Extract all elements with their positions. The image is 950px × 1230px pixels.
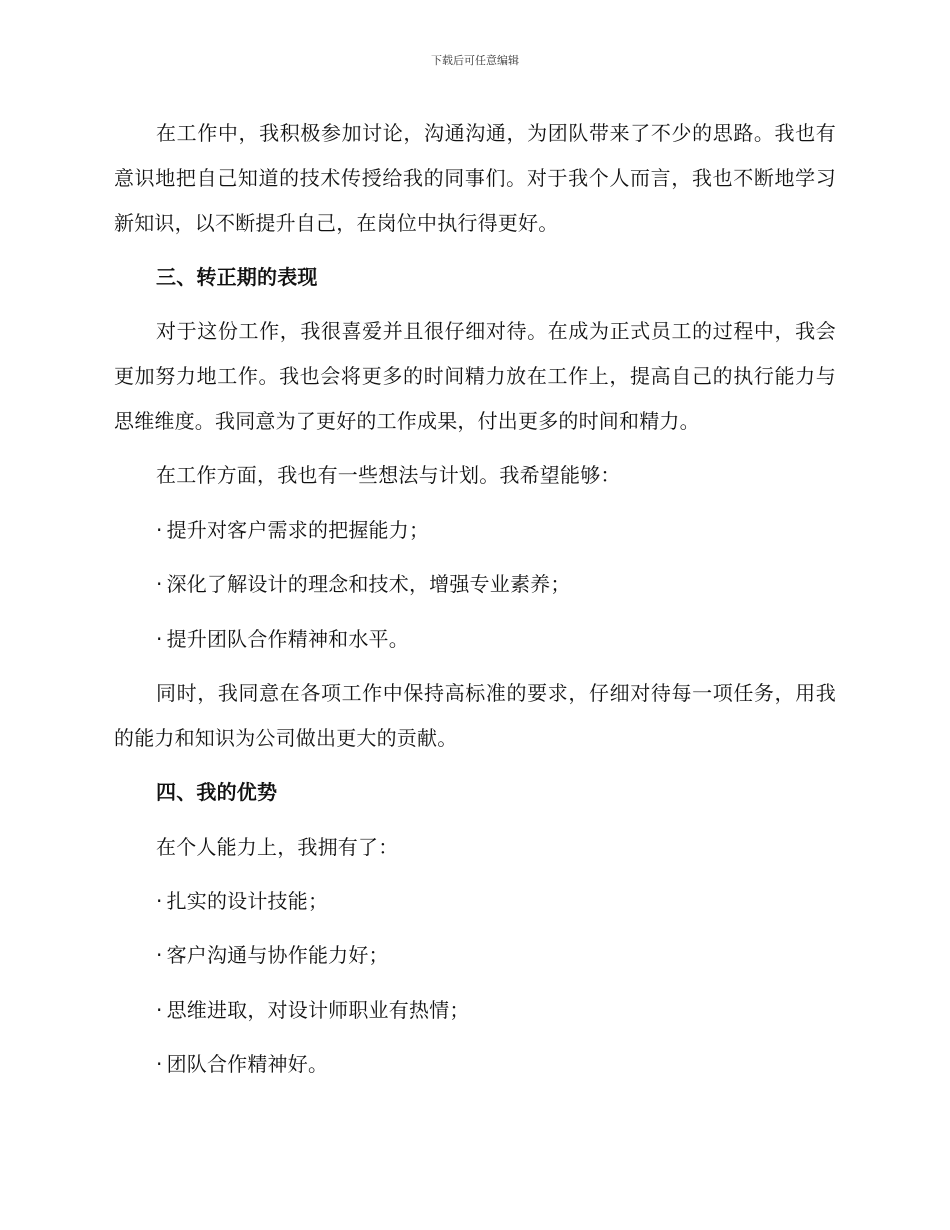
bullet-mark: · (156, 997, 163, 1022)
paragraph-high-standards: 同时，我同意在各项工作中保持高标准的要求，仔细对待每一项任务，用我的能力和知识为公司做出更大的贡献。 (114, 680, 836, 750)
section-heading-probation-performance: 三、转正期的表现 (156, 264, 318, 289)
list-item-text: 思维进取，对设计师职业有热情； (166, 997, 470, 1022)
bullet-mark: · (156, 572, 163, 597)
section-heading-strengths: 四、我的优势 (156, 780, 278, 805)
list-item-text: 团队合作精神好。 (166, 1052, 329, 1077)
paragraph-work-contribution: 在工作中，我积极参加讨论，沟通沟通，为团队带来了不少的思路。我也有意识地把自己知道的技术传授给我的同事们。对于我个人而言，我也不断地学习新知识，以不断提升自己，在岗位中执行得更好。 (114, 121, 836, 235)
list-item-text: 扎实的设计技能； (166, 888, 329, 913)
list-item-strength-1 (114, 879, 836, 924)
bullet-mark: · (156, 888, 163, 913)
list-item-text: 提升团队合作精神和水平。 (166, 626, 409, 651)
paragraph-strengths-intro: 在个人能力上，我拥有了： (156, 834, 399, 859)
list-item-plan-1 (114, 508, 836, 553)
page-header: 下载后可任意编辑 (431, 54, 519, 67)
list-item-text: 深化了解设计的理念和技术，增强专业素养； (166, 572, 571, 597)
bullet-mark: · (156, 626, 163, 651)
list-item-text: 客户沟通与协作能力好； (166, 943, 389, 968)
paragraph-probation-attitude: 对于这份工作，我很喜爱并且很仔细对待。在成为正式员工的过程中，我会更加努力地工作。我也会将更多的时间精力放在工作上，提高自己的执行能力与思维维度。我同意为了更好的工作成果，付出更多的时间和精力。 (114, 319, 836, 433)
list-item-text: 提升对客户需求的把握能力； (166, 517, 430, 542)
document-body (114, 111, 836, 1096)
list-item-plan-2 (114, 562, 836, 607)
bullet-mark: · (156, 943, 163, 968)
list-item-strength-3 (114, 988, 836, 1033)
list-item-plan-3 (114, 617, 836, 662)
paragraph-plan-intro: 在工作方面，我也有一些想法与计划。我希望能够： (156, 463, 621, 488)
bullet-mark: · (156, 517, 163, 542)
bullet-mark: · (156, 1052, 163, 1077)
list-item-strength-2 (114, 933, 836, 978)
list-item-strength-4 (114, 1042, 836, 1087)
